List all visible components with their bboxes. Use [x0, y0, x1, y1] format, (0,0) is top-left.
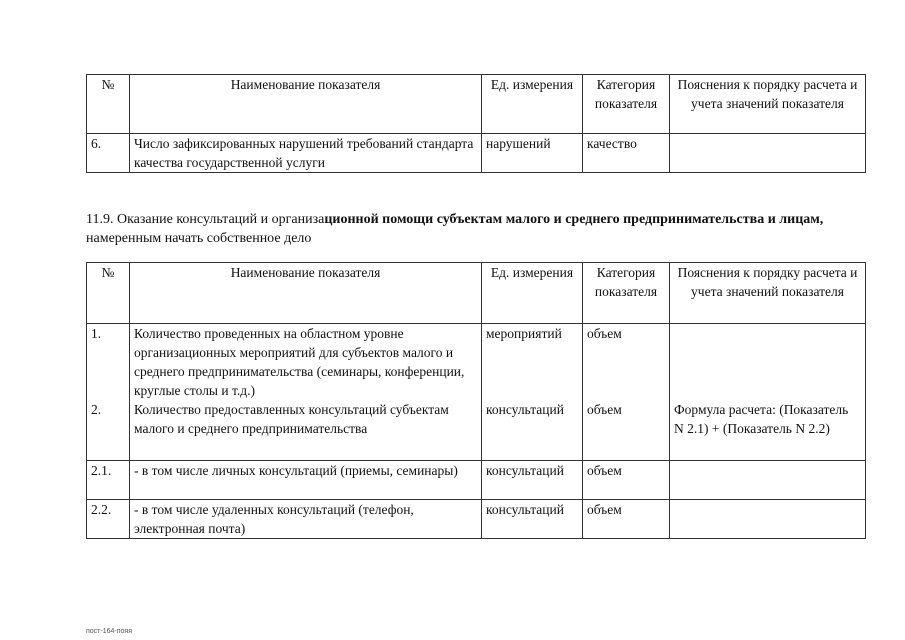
row-1-unit: мероприятий [486, 326, 562, 341]
row-name: - в том числе личных консультаций (приемы, семинары) [130, 461, 482, 500]
row-2-unit: консультаций [486, 402, 564, 417]
section-heading-part1: 11.9. Оказание консультаций и организа [86, 212, 325, 227]
row-name: Число зафиксированных нарушений требований стандарта качества государственной услуги [130, 134, 482, 173]
row-name-cell [130, 324, 482, 461]
row-unit: консультаций [482, 500, 583, 539]
row-2-category: объем [587, 402, 622, 417]
header-name: Наименование показателя [130, 75, 482, 134]
row-1-name: Количество проведенных на областном уровне организационных мероприятий для субъектов малого и среднего предпринимательства (семинары, конференции, круглые столы и т.д.) [134, 326, 465, 398]
header-note: Пояснения к порядку расчета и учета значений показателя [670, 263, 866, 324]
header-unit: Ед. измерения [482, 75, 583, 134]
spacer [91, 343, 125, 400]
section-heading-line2: намеренным начать собственное дело [86, 231, 312, 246]
indicators-table-2 [86, 262, 866, 539]
row-note [670, 461, 866, 500]
row-num: 2.1. [87, 461, 130, 500]
row-note-cell [670, 324, 866, 461]
table-header-row [87, 75, 866, 134]
row-num-cell [87, 324, 130, 461]
header-category: Категория показателя [583, 75, 670, 134]
row-note [670, 500, 866, 539]
row-2-name: Количество предоставленных консультаций субъектам малого и среднего предпринимательства [134, 402, 449, 436]
row-category: качество [583, 134, 670, 173]
header-num: № [87, 75, 130, 134]
row-category-cell [583, 324, 670, 461]
section-heading [86, 210, 866, 248]
table-row [87, 461, 866, 500]
row-category: объем [583, 461, 670, 500]
header-num: № [87, 263, 130, 324]
header-note: Пояснения к порядку расчета и учета значений показателя [670, 75, 866, 134]
row-2-note: Формула расчета: (Показатель N 2.1) + (Показатель N 2.2) [674, 402, 849, 436]
header-unit: Ед. измерения [482, 263, 583, 324]
row-note [670, 134, 866, 173]
section-heading-part2: ционной помощи субъектам малого и среднего предпринимательства и лицам, [324, 212, 824, 227]
spacer [587, 343, 665, 400]
row-unit: нарушений [482, 134, 583, 173]
spacer [486, 343, 578, 400]
footer-mark: пост-164-пояя [86, 628, 132, 635]
row-num: 2.2. [87, 500, 130, 539]
spacer [674, 324, 861, 400]
table-row-group [87, 324, 866, 461]
row-name: - в том числе удаленных консультаций (телефон, электронная почта) [130, 500, 482, 539]
row-unit: консультаций [482, 461, 583, 500]
row-category: объем [583, 500, 670, 539]
indicators-table-1 [86, 74, 866, 173]
row-num: 6. [87, 134, 130, 173]
table-row [87, 134, 866, 173]
row-2-num: 2. [91, 402, 102, 417]
row-1-category: объем [587, 326, 622, 341]
table-row [87, 500, 866, 539]
row-1-num: 1. [91, 326, 102, 341]
header-name: Наименование показателя [130, 263, 482, 324]
table-header-row [87, 263, 866, 324]
row-unit-cell [482, 324, 583, 461]
header-category: Категория показателя [583, 263, 670, 324]
